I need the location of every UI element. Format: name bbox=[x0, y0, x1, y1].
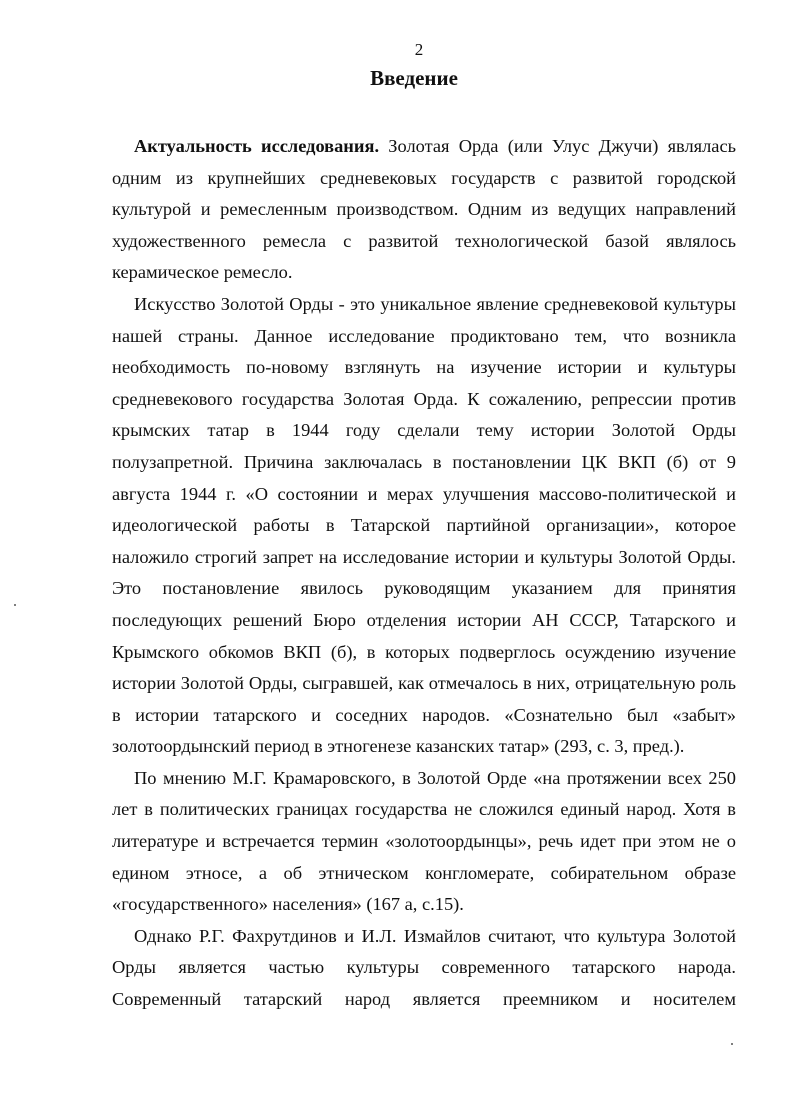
paragraph-kramarovsky: По мнению М.Г. Крамаровского, в Золотой Орде «на протяжении всех 250 лет в политических границах государства не сложился единый народ. Хотя в литературе и встречается термин «золотоордынцы», речь идет при этом не о едином этносе, а об этническом конгломерате, собирательном образе «государственного» населения» (167 а, с.15). bbox=[112, 767, 736, 915]
paragraph-golden-horde-art: Искусство Золотой Орды - это уникальное явление средневековой культуры нашей страны. Данное исследование продиктовано тем, что возникла необходимость по-новому взглянуть на изучение истории и культуры средневекового государства Золотая Орда. К сожалению, репрессии против крымских татар в 1944 году сделали тему истории Золотой Орды полузапретной. Причина заключалась в постановлении ЦК ВКП (б) от 9 августа 1944 г. «О состоянии и мерах улучшения массово-политической и идеологической работы в Татарской партийной организации», которое наложило строгий запрет на исследование истории и культуры Золотой Орды. Это постановление явилось руководящим указанием для принятия последующих решений Бюро отделения истории АН СССР, Татарского и Крымского обкомов ВКП (б), в которых подверглось осуждению изучение истории Золотой Орды, сыгравшей, как отмечалось в них, отрицательную роль в истории татарского и соседних народов. «Сознательно был «забыт» золотоордынский период в этногенезе казанских татар» (293, с. 3, пред.). bbox=[112, 293, 736, 757]
paragraph-fakhrutdinov: Однако Р.Г. Фахрутдинов и И.Л. Измайлов считают, что культура Золотой Орды является частью культуры современного татарского народа. Современный татарский народ является преемником и носителем bbox=[112, 925, 736, 1010]
paragraph-text: Золотая Орда (или Улус Джучи) являлась одним из крупнейших средневековых государств с развитой городской культурой и ремесленным производством. Одним из ведущих направлений художественного ремесла с развитой технологической базой являлось керамическое ремесло. bbox=[112, 136, 736, 283]
scan-speck bbox=[14, 604, 16, 606]
paragraph-relevance bbox=[112, 131, 736, 289]
body-text bbox=[112, 131, 736, 1016]
paragraph-lead: Актуальность исследования. bbox=[134, 136, 380, 156]
scan-speck bbox=[731, 1043, 733, 1045]
section-heading: Введение bbox=[370, 66, 458, 90]
page-number: 2 bbox=[414, 40, 424, 59]
